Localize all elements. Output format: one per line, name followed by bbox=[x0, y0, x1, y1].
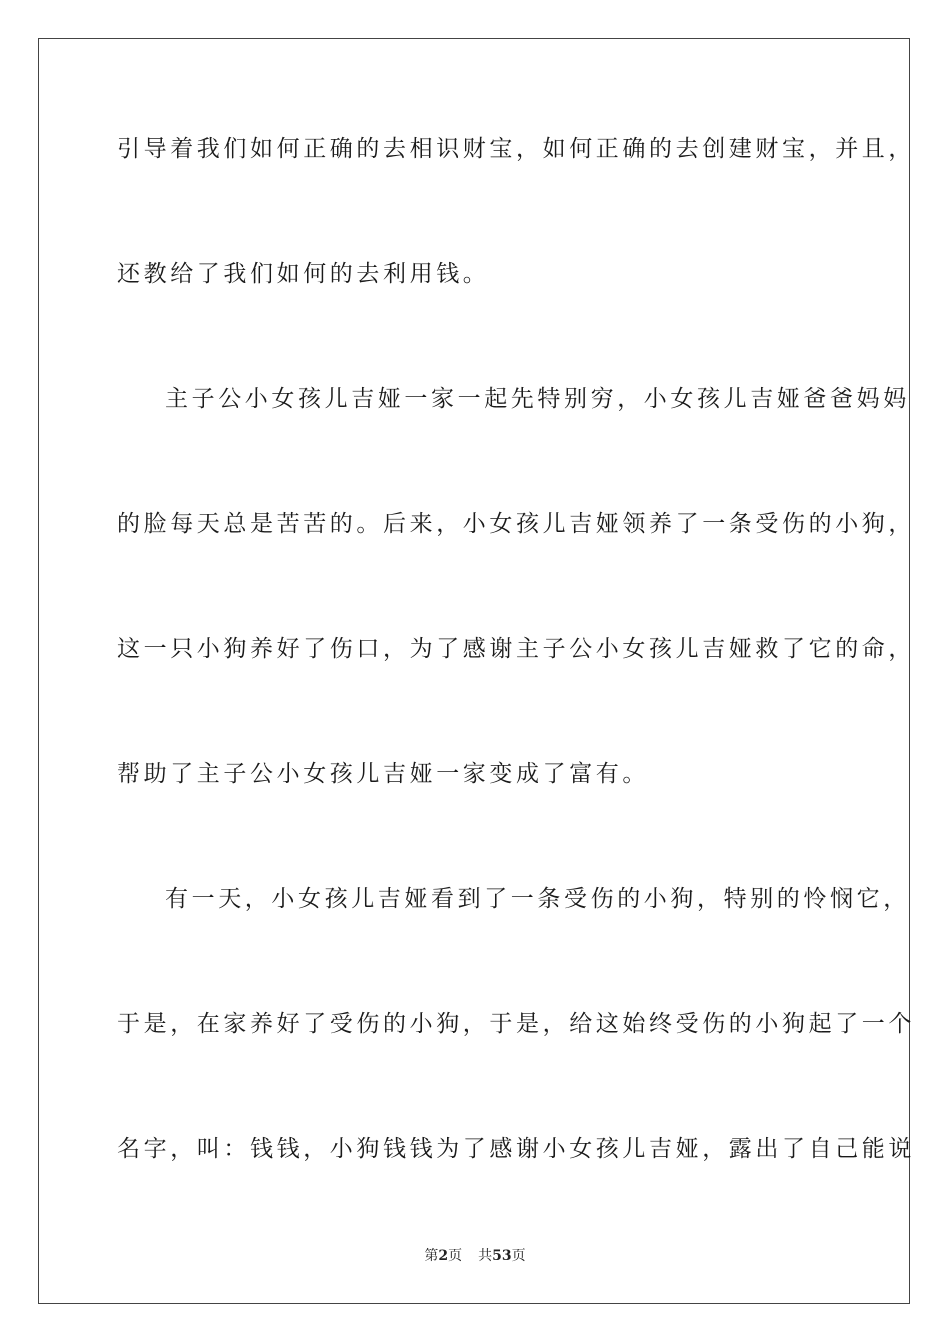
text-line-6: 帮助了主子公小女孩儿吉娅一家变成了富有。 bbox=[117, 761, 649, 787]
page-prefix: 第 bbox=[424, 1248, 439, 1264]
page-number: 2 bbox=[438, 1248, 449, 1264]
text-line-7: 有一天，小女孩儿吉娅看到了一条受伤的小狗，特别的怜悯它， bbox=[165, 886, 910, 912]
total-prefix: 共 bbox=[478, 1248, 493, 1264]
text-line-5: 这一只小狗养好了伤口，为了感谢主子公小女孩儿吉娅救了它的命， bbox=[117, 636, 915, 662]
page-border bbox=[38, 38, 915, 1304]
text-line-8: 于是，在家养好了受伤的小狗，于是，给这始终受伤的小狗起了一个 bbox=[117, 1011, 915, 1037]
text-line-9: 名字，叫：钱钱，小狗钱钱为了感谢小女孩儿吉娅，露出了自己能说 bbox=[117, 1136, 915, 1162]
page-suffix: 页 bbox=[448, 1248, 463, 1264]
text-line-1: 引导着我们如何正确的去相识财宝，如何正确的去创建财宝，并且， bbox=[117, 136, 915, 162]
text-line-4: 的脸每天总是苦苦的。后来，小女孩儿吉娅领养了一条受伤的小狗， bbox=[117, 511, 915, 537]
text-line-3: 主子公小女孩儿吉娅一家一起先特别穷，小女孩儿吉娅爸爸妈妈 bbox=[165, 386, 910, 412]
total-suffix: 页 bbox=[511, 1248, 526, 1264]
page-footer bbox=[0, 1247, 950, 1265]
text-line-2: 还教给了我们如何的去利用钱。 bbox=[117, 261, 490, 287]
total-pages: 53 bbox=[492, 1248, 512, 1264]
